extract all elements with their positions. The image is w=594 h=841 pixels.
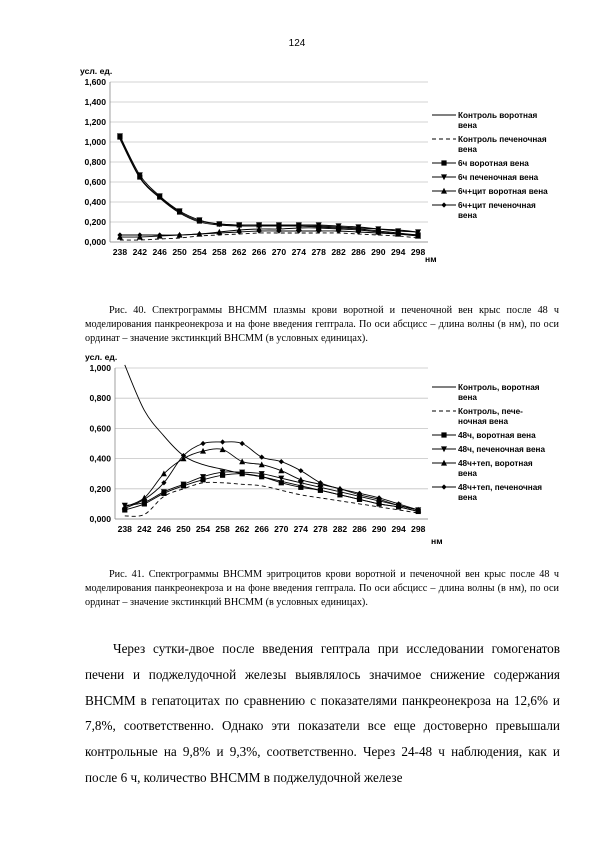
x-tick-label: 274 (291, 247, 306, 257)
y-tick-label: 0,200 (84, 217, 106, 227)
figure-41-caption: Рис. 41. Спектрограммы ВНСММ эритроцитов крови воротной и печеночной вен крыс после 48 ч моделирования панкреонекроза и на фоне введения гептрала. По оси абсцисс – длина волны (в нм), по оси ординат – значение экстинкций ВНСММ (в условных единицах). (85, 569, 559, 609)
y-tick-label: 0,400 (89, 453, 111, 464)
legend-marker (441, 432, 446, 437)
x-tick-label: 274 (293, 524, 309, 534)
y-tick-label: 1,200 (84, 117, 106, 127)
legend-entry (432, 383, 540, 402)
x-tick-label: 262 (232, 247, 247, 257)
series-line (120, 139, 418, 232)
x-tick-label: 242 (137, 524, 152, 534)
x-tick-label: 270 (271, 247, 287, 257)
y-tick-label: 1,600 (84, 77, 106, 87)
x-tick-label: 254 (192, 247, 207, 257)
x-tick-label: 290 (371, 247, 386, 257)
data-point (298, 477, 304, 483)
y-tick-label: 1,400 (84, 97, 106, 107)
legend-label: Контроль печеночная (458, 135, 547, 144)
x-tick-label: 266 (251, 247, 267, 257)
x-tick-label: 258 (215, 524, 230, 534)
x-tick-label: 246 (156, 524, 172, 534)
series-1 (120, 139, 418, 232)
legend-marker (441, 202, 446, 207)
series-4 (117, 133, 421, 235)
legend-label: вена (458, 145, 477, 154)
legend-label: вена (458, 121, 477, 130)
data-point (279, 459, 284, 464)
y-tick-label: 0,200 (89, 483, 111, 494)
legend-entry (432, 445, 545, 454)
x-tick-label: 258 (212, 247, 227, 257)
legend-entry (432, 483, 542, 502)
x-tick-label: 238 (117, 524, 132, 534)
chart-figure-40 (0, 60, 594, 285)
x-tick-label: 298 (410, 247, 426, 257)
legend-label: 6ч+цит воротная вена (458, 187, 548, 196)
x-tick-label: 250 (172, 247, 187, 257)
y-axis-label: усл. ед. (80, 66, 113, 76)
x-tick-label: 286 (352, 524, 367, 534)
series-line (120, 136, 418, 232)
legend-label: 6ч печеночная вена (458, 173, 539, 182)
legend-label: 48ч, воротная вена (458, 431, 536, 440)
y-tick-label: 0,600 (84, 177, 106, 187)
y-tick-label: 0,800 (89, 393, 111, 404)
legend-label: Контроль воротная (458, 111, 538, 120)
legend-label: Контроль, пече- (458, 407, 523, 416)
x-tick-label: 254 (195, 524, 211, 534)
y-axis-label: усл. ед. (85, 352, 118, 362)
x-tick-label: 294 (391, 524, 406, 534)
y-tick-label: 1,000 (84, 137, 106, 147)
legend-entry (432, 431, 536, 440)
legend-label: 48ч+теп, печеночная (458, 483, 543, 492)
legend-entry (432, 159, 529, 168)
data-point (239, 458, 245, 464)
x-tick-label: 294 (391, 247, 406, 257)
data-point (298, 468, 303, 473)
x-tick-label: 282 (331, 247, 346, 257)
y-tick-label: 0,000 (89, 514, 111, 524)
y-tick-label: 0,400 (84, 197, 106, 207)
legend-label: вена (458, 469, 477, 478)
legend-entry (432, 201, 536, 220)
legend-entry (432, 407, 523, 426)
series-3 (122, 471, 421, 514)
x-tick-label: 246 (152, 247, 167, 257)
chart-figure-41 (0, 340, 594, 552)
legend-label: вена (458, 211, 477, 220)
x-tick-label: 242 (132, 247, 147, 257)
legend-label: ночная вена (458, 417, 509, 426)
legend-marker (441, 160, 446, 165)
legend-label: вена (458, 393, 477, 402)
page-number: 124 (288, 38, 306, 49)
data-point (240, 441, 245, 446)
series-line (120, 233, 418, 240)
series-5 (117, 225, 421, 240)
data-point (220, 439, 225, 444)
legend-entry (432, 135, 547, 154)
legend-label: 6ч+цит печеночная (458, 201, 536, 210)
x-tick-label: 266 (254, 524, 269, 534)
x-tick-label: 278 (311, 247, 326, 257)
figure-40-caption: Рис. 40. Спектрограммы ВНСММ плазмы крови воротной и печеночной вен крыс после 48 ч моделирования панкреонекроза и на фоне введения гептрала. По оси абсцисс – длина волны (в нм), по оси ординат – значение экстинкций ВНСММ (в условных единицах). (85, 305, 559, 345)
x-axis-label: нм (431, 536, 443, 546)
legend-label: Контроль, воротная (458, 383, 540, 392)
body-paragraph: Через сутки-двое после введения гептрала при исследовании гомогенатов печени и поджелудочной железы выявлялось значимое снижение содержания ВНСММ в гепатоцитах по сравнению с показателями панкреонекроза на 12,6% и 7,8%, соответственно. Однако эти показатели все еще достоверно превышали контрольные на 9,8% и 9,3%, соответственно. Через 24-48 ч наблюдения, как и после 6 ч, количество ВНСММ в поджелудочной железе (85, 641, 560, 785)
x-axis-label: нм (425, 254, 437, 264)
series-line (120, 137, 418, 235)
data-point (200, 441, 205, 446)
x-tick-label: 278 (313, 524, 328, 534)
series-2 (120, 233, 418, 240)
legend-marker (441, 484, 446, 489)
y-tick-label: 1,000 (89, 363, 111, 373)
legend-entry (432, 173, 539, 182)
legend-label: 48ч, печеночная вена (458, 445, 546, 454)
legend-entry (432, 187, 548, 196)
legend-entry (432, 111, 537, 130)
y-tick-label: 0,000 (84, 237, 106, 247)
x-tick-label: 270 (274, 524, 289, 534)
x-tick-label: 298 (411, 524, 426, 534)
legend-entry (432, 459, 533, 478)
legend-label: вена (458, 493, 477, 502)
x-tick-label: 286 (351, 247, 366, 257)
x-tick-label: 250 (176, 524, 191, 534)
legend-label: 6ч воротная вена (458, 159, 529, 168)
x-tick-label: 282 (332, 524, 348, 534)
x-tick-label: 238 (112, 247, 128, 257)
x-tick-label: 262 (234, 524, 250, 534)
x-tick-label: 290 (371, 524, 387, 534)
y-tick-label: 0,800 (84, 157, 106, 167)
legend-label: 48ч+теп, воротная (458, 459, 533, 468)
y-tick-label: 0,600 (89, 423, 111, 434)
